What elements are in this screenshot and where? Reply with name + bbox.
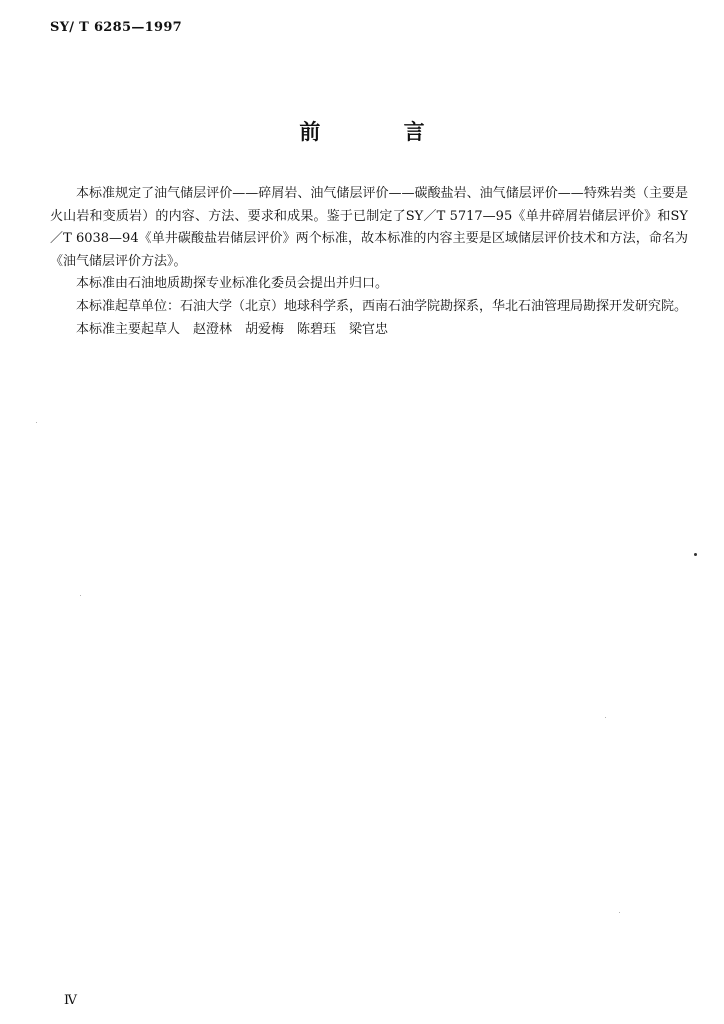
- scan-speck: [619, 912, 620, 913]
- page-title: 前 言: [299, 119, 463, 144]
- foreword-body: [50, 183, 688, 341]
- page-number: Ⅳ: [64, 993, 77, 1008]
- paragraph-proposer: 本标准由石油地质勘探专业标准化委员会提出并归口。: [76, 276, 389, 292]
- paragraph-scope: 本标准规定了油气储层评价——碎屑岩、油气储层评价——碳酸盐岩、油气储层评价——特殊岩类（主要是火山岩和变质岩）的内容、方法、要求和成果。鉴于已制定了SY／T 5717—95《单井碎屑岩储层评价》和SY／T 6038—94《单井碳酸盐岩储层评价》两个标准，故本标准的内容主要是区域储层评价技术和方法，命名为《油气储层评价方法》。: [50, 186, 688, 269]
- scan-speck: [605, 717, 606, 718]
- paragraph-drafting-units: 本标准起草单位：石油大学（北京）地球科学系，西南石油学院勘探系，华北石油管理局勘探开发研究院。: [76, 298, 688, 314]
- scan-speck: [694, 553, 697, 556]
- scan-speck: [36, 422, 37, 423]
- scan-speck: [80, 595, 81, 596]
- document-code: SY/ T 6285—1997: [50, 20, 183, 35]
- paragraph-drafters: 本标准主要起草人 赵澄林 胡爱梅 陈碧珏 梁官忠: [76, 321, 389, 337]
